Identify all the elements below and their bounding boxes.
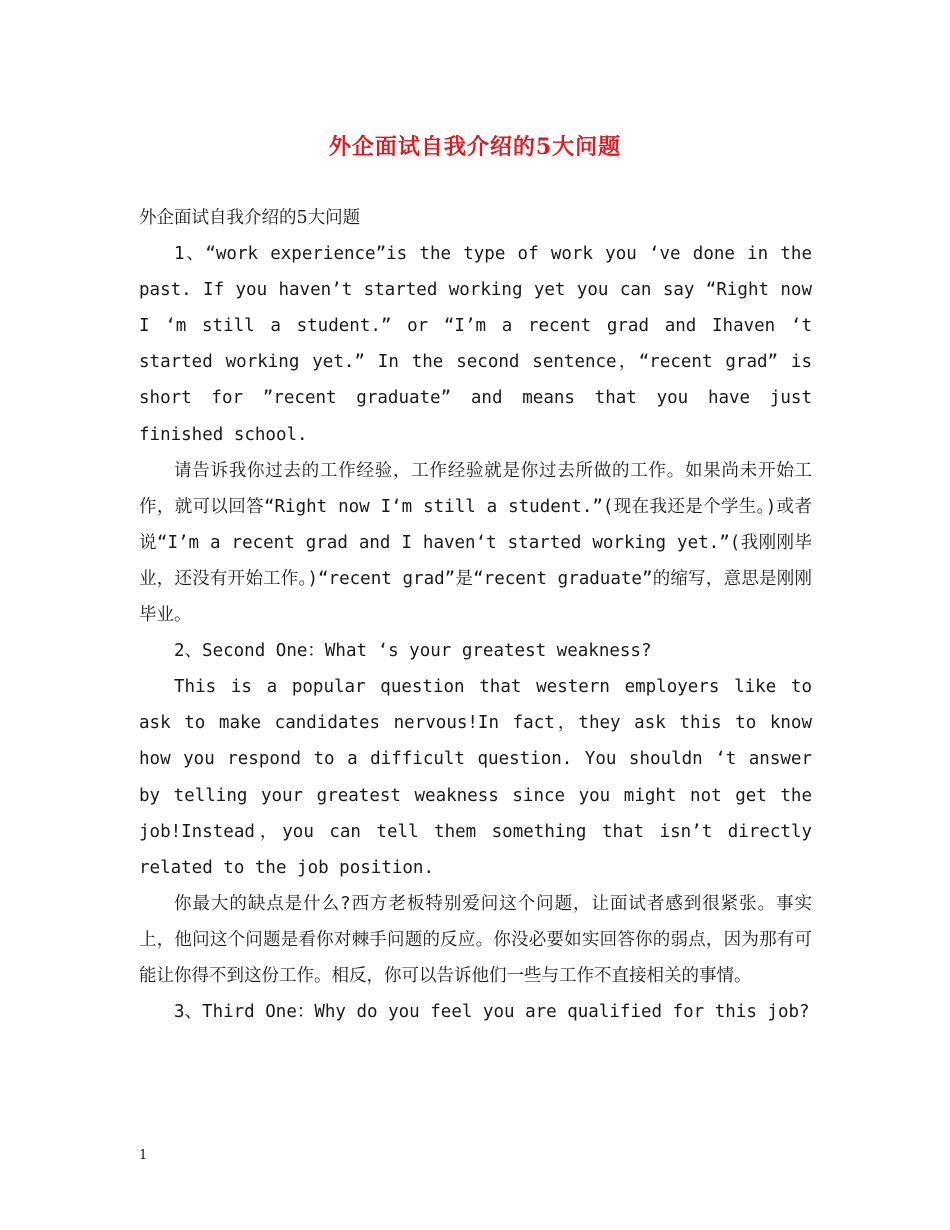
paragraph-6: 3、Third One：Why do you feel you are qualified for this job? bbox=[174, 1002, 810, 1023]
document-subtitle: 外企面试自我介绍的5大问题 bbox=[139, 208, 361, 228]
paragraph-2: 请告诉我你过去的工作经验，工作经验就是你过去所做的工作。如果尚未开始工作，就可以回答“Right now I‘m still a student.”(现在我还是个学生。)或者说“I’m a recent grad and I haven‘t started working yet.”(我刚刚毕业，还没有开始工作。)“recent grad”是“recent graduate”的缩写，意思是刚刚毕业。 bbox=[139, 460, 812, 626]
document-title: 外企面试自我介绍的5大问题 bbox=[328, 134, 622, 160]
paragraph-5: 你最大的缺点是什么?西方老板特别爱问这个问题，让面试者感到很紧张。事实上，他问这个问题是看你对棘手问题的反应。你没必要如实回答你的弱点，因为那有可能让你得不到这份工作。相反，你可以告诉他们一些与工作不直接相关的事情。 bbox=[139, 893, 812, 986]
page-number: 1 bbox=[139, 1148, 148, 1163]
paragraph-4: This is a popular question that western employers like to ask to make candidates nervous!In fact，they ask this to know how you respond to a difficult question. You shouldn ‘t answer by telling your greatest weakness since you might not get the job!Instead，you can tell them something that isn’t directly related to the job position. bbox=[139, 677, 812, 878]
paragraph-1: 1、“work experience”is the type of work you ‘ve done in the past. If you haven’t started working yet you can say “Right now I ‘m still a student.” or “I’m a recent grad and Ihaven ‘t started working yet.” In the second sentence，“recent grad” is short for ”recent graduate” and means that you have just finished school. bbox=[139, 244, 812, 445]
paragraph-3: 2、Second One：What ‘s your greatest weakness? bbox=[174, 641, 652, 662]
document-body bbox=[139, 200, 812, 1030]
